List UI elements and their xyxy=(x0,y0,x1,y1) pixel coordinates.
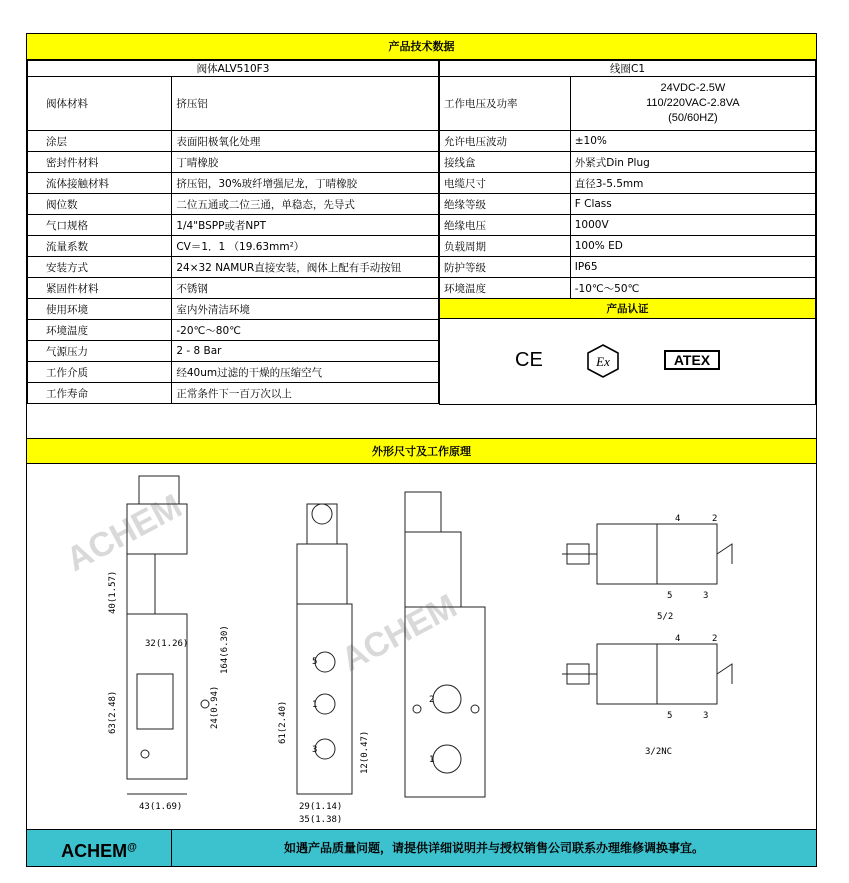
cert-logos xyxy=(440,319,816,405)
valve-label: 紧固件材料 xyxy=(28,278,172,299)
valve-label: 气源压力 xyxy=(28,341,172,362)
schematic-label: 5/2 xyxy=(657,612,674,622)
ce-mark-icon: CE xyxy=(515,349,543,371)
coil-label: 防护等级 xyxy=(440,257,571,278)
coil-label: 电缆尺寸 xyxy=(440,173,571,194)
dim-label: 40(1.57) xyxy=(108,570,118,614)
coil-value: F Class xyxy=(570,194,815,215)
coil-label: 绝缘电压 xyxy=(440,215,571,236)
coil-box-shape xyxy=(127,504,187,554)
dim-label: 43(1.69) xyxy=(139,802,183,812)
valve-value: 表面阳极氧化处理 xyxy=(172,131,439,152)
brand-name xyxy=(27,830,172,866)
coil-value: 外紧式Din Plug xyxy=(570,152,815,173)
coil-label: 允许电压波动 xyxy=(440,131,571,152)
pilot-shape xyxy=(127,554,155,614)
coil-label: 接线盒 xyxy=(440,152,571,173)
valve-label: 阀体材料 xyxy=(28,77,172,131)
coil-value: 直径3-5.5mm xyxy=(570,173,815,194)
valve-label: 气口规格 xyxy=(28,215,172,236)
valve-header: 阀体ALV510F3 xyxy=(28,61,439,77)
port-label: 5 xyxy=(667,711,673,721)
dim-label: 164(6.30) xyxy=(220,625,230,674)
coil-value: 100% ED xyxy=(570,236,815,257)
dimension-drawing xyxy=(27,464,816,829)
body-shape-side xyxy=(297,604,352,794)
port-label: 2 xyxy=(712,514,718,524)
valve-value: 24×32 NAMUR直接安装，阀体上配有手动按钮 xyxy=(172,257,439,278)
coil-table xyxy=(439,60,816,405)
valve-label: 使用环境 xyxy=(28,299,172,320)
valve-value: 二位五通或二位三通，单稳态，先导式 xyxy=(172,194,439,215)
cert-title: 产品认证 xyxy=(440,299,816,319)
coil-label: 绝缘等级 xyxy=(440,194,571,215)
valve-label: 涂层 xyxy=(28,131,172,152)
cable-gland-shape xyxy=(139,476,179,504)
valve-value: 室内外清洁环境 xyxy=(172,299,439,320)
coil-nut-shape xyxy=(312,504,332,524)
port-label: 4 xyxy=(675,514,681,524)
ex-hexagon-icon xyxy=(587,344,619,378)
port-label: 2 xyxy=(429,695,435,705)
port-label: 4 xyxy=(675,634,681,644)
valve-label: 阀位数 xyxy=(28,194,172,215)
valve-label: 工作介质 xyxy=(28,362,172,383)
coil-value: IP65 xyxy=(570,257,815,278)
coil-label: 负载周期 xyxy=(440,236,571,257)
port-label: 2 xyxy=(712,634,718,644)
valve-value: 挤压铝，30%玻纤增强尼龙，丁晴橡胶 xyxy=(172,173,439,194)
dim-label: 29(1.14) xyxy=(299,802,343,812)
spec-title: 产品技术数据 xyxy=(27,34,816,60)
schematic-label: 3/2NC xyxy=(645,747,673,757)
coil-value: 1000V xyxy=(570,215,815,236)
dim-label: 32(1.26) xyxy=(145,639,189,649)
port-label: 1 xyxy=(312,700,318,710)
port-label: 5 xyxy=(312,657,318,667)
valve-label: 安装方式 xyxy=(28,257,172,278)
coil-value: -10℃～50℃ xyxy=(570,278,815,299)
port-label: 1 xyxy=(429,755,435,765)
valve-value: 正常条件下一百万次以上 xyxy=(172,383,439,404)
valve-label: 流体接触材料 xyxy=(28,173,172,194)
brand-text: ACHEM xyxy=(61,841,128,861)
valve-label: 环境温度 xyxy=(28,320,172,341)
ex-mark-text: Ex xyxy=(596,354,610,369)
dim-label: 24(0.94) xyxy=(210,685,220,729)
valve-label: 密封件材料 xyxy=(28,152,172,173)
coil-label: 环境温度 xyxy=(440,278,571,299)
valve-value: 不锈钢 xyxy=(172,278,439,299)
valve-value: 丁晴橡胶 xyxy=(172,152,439,173)
valve-value: -20℃～80℃ xyxy=(172,320,439,341)
port-label: 5 xyxy=(667,591,673,601)
service-notice: 如遇产品质量问题，请提供详细说明并与授权销售公司联系办理维修调换事宜。 xyxy=(283,841,704,855)
footer-bar xyxy=(27,829,816,866)
valve-table xyxy=(27,60,439,404)
coil-label: 工作电压及功率 xyxy=(440,77,571,131)
watermark: ACHEM xyxy=(335,587,464,680)
dim-label: 63(2.48) xyxy=(108,690,118,734)
valve-value: 2 - 8 Bar xyxy=(172,341,439,362)
watermark: ACHEM xyxy=(60,487,189,580)
atex-logo: ATEX xyxy=(664,350,720,370)
valve-label: 工作寿命 xyxy=(28,383,172,404)
port-label: 3 xyxy=(703,711,709,721)
brand-mark: @ xyxy=(127,842,137,853)
port-label: 3 xyxy=(703,591,709,601)
spec-sheet xyxy=(26,33,817,867)
dim-label: 61(2.40) xyxy=(278,700,288,744)
port-label: 3 xyxy=(312,745,318,755)
coil-voltage-value xyxy=(570,77,815,131)
coil-header: 线圈C1 xyxy=(440,61,816,77)
drawing-title: 外形尺寸及工作原理 xyxy=(27,438,816,464)
valve-label: 流量系数 xyxy=(28,236,172,257)
voltage-line: 24VDC-2.5W xyxy=(660,82,726,94)
valve-value: 经40um过滤的干燥的压缩空气 xyxy=(172,362,439,383)
valve-value: 1/4"BSPP或者NPT xyxy=(172,215,439,236)
valve-value: CV＝1．1 （19.63mm²） xyxy=(172,236,439,257)
coil-value: ±10% xyxy=(570,131,815,152)
valve-value: 挤压铝 xyxy=(172,77,439,131)
body-shape-rear xyxy=(405,607,485,797)
drawing-area xyxy=(27,464,816,829)
dim-label: 12(0.47) xyxy=(360,730,370,774)
voltage-line: 110/220VAC-2.8VA xyxy=(646,97,740,109)
voltage-line: (50/60HZ) xyxy=(668,112,718,124)
dim-label: 35(1.38) xyxy=(299,815,343,825)
